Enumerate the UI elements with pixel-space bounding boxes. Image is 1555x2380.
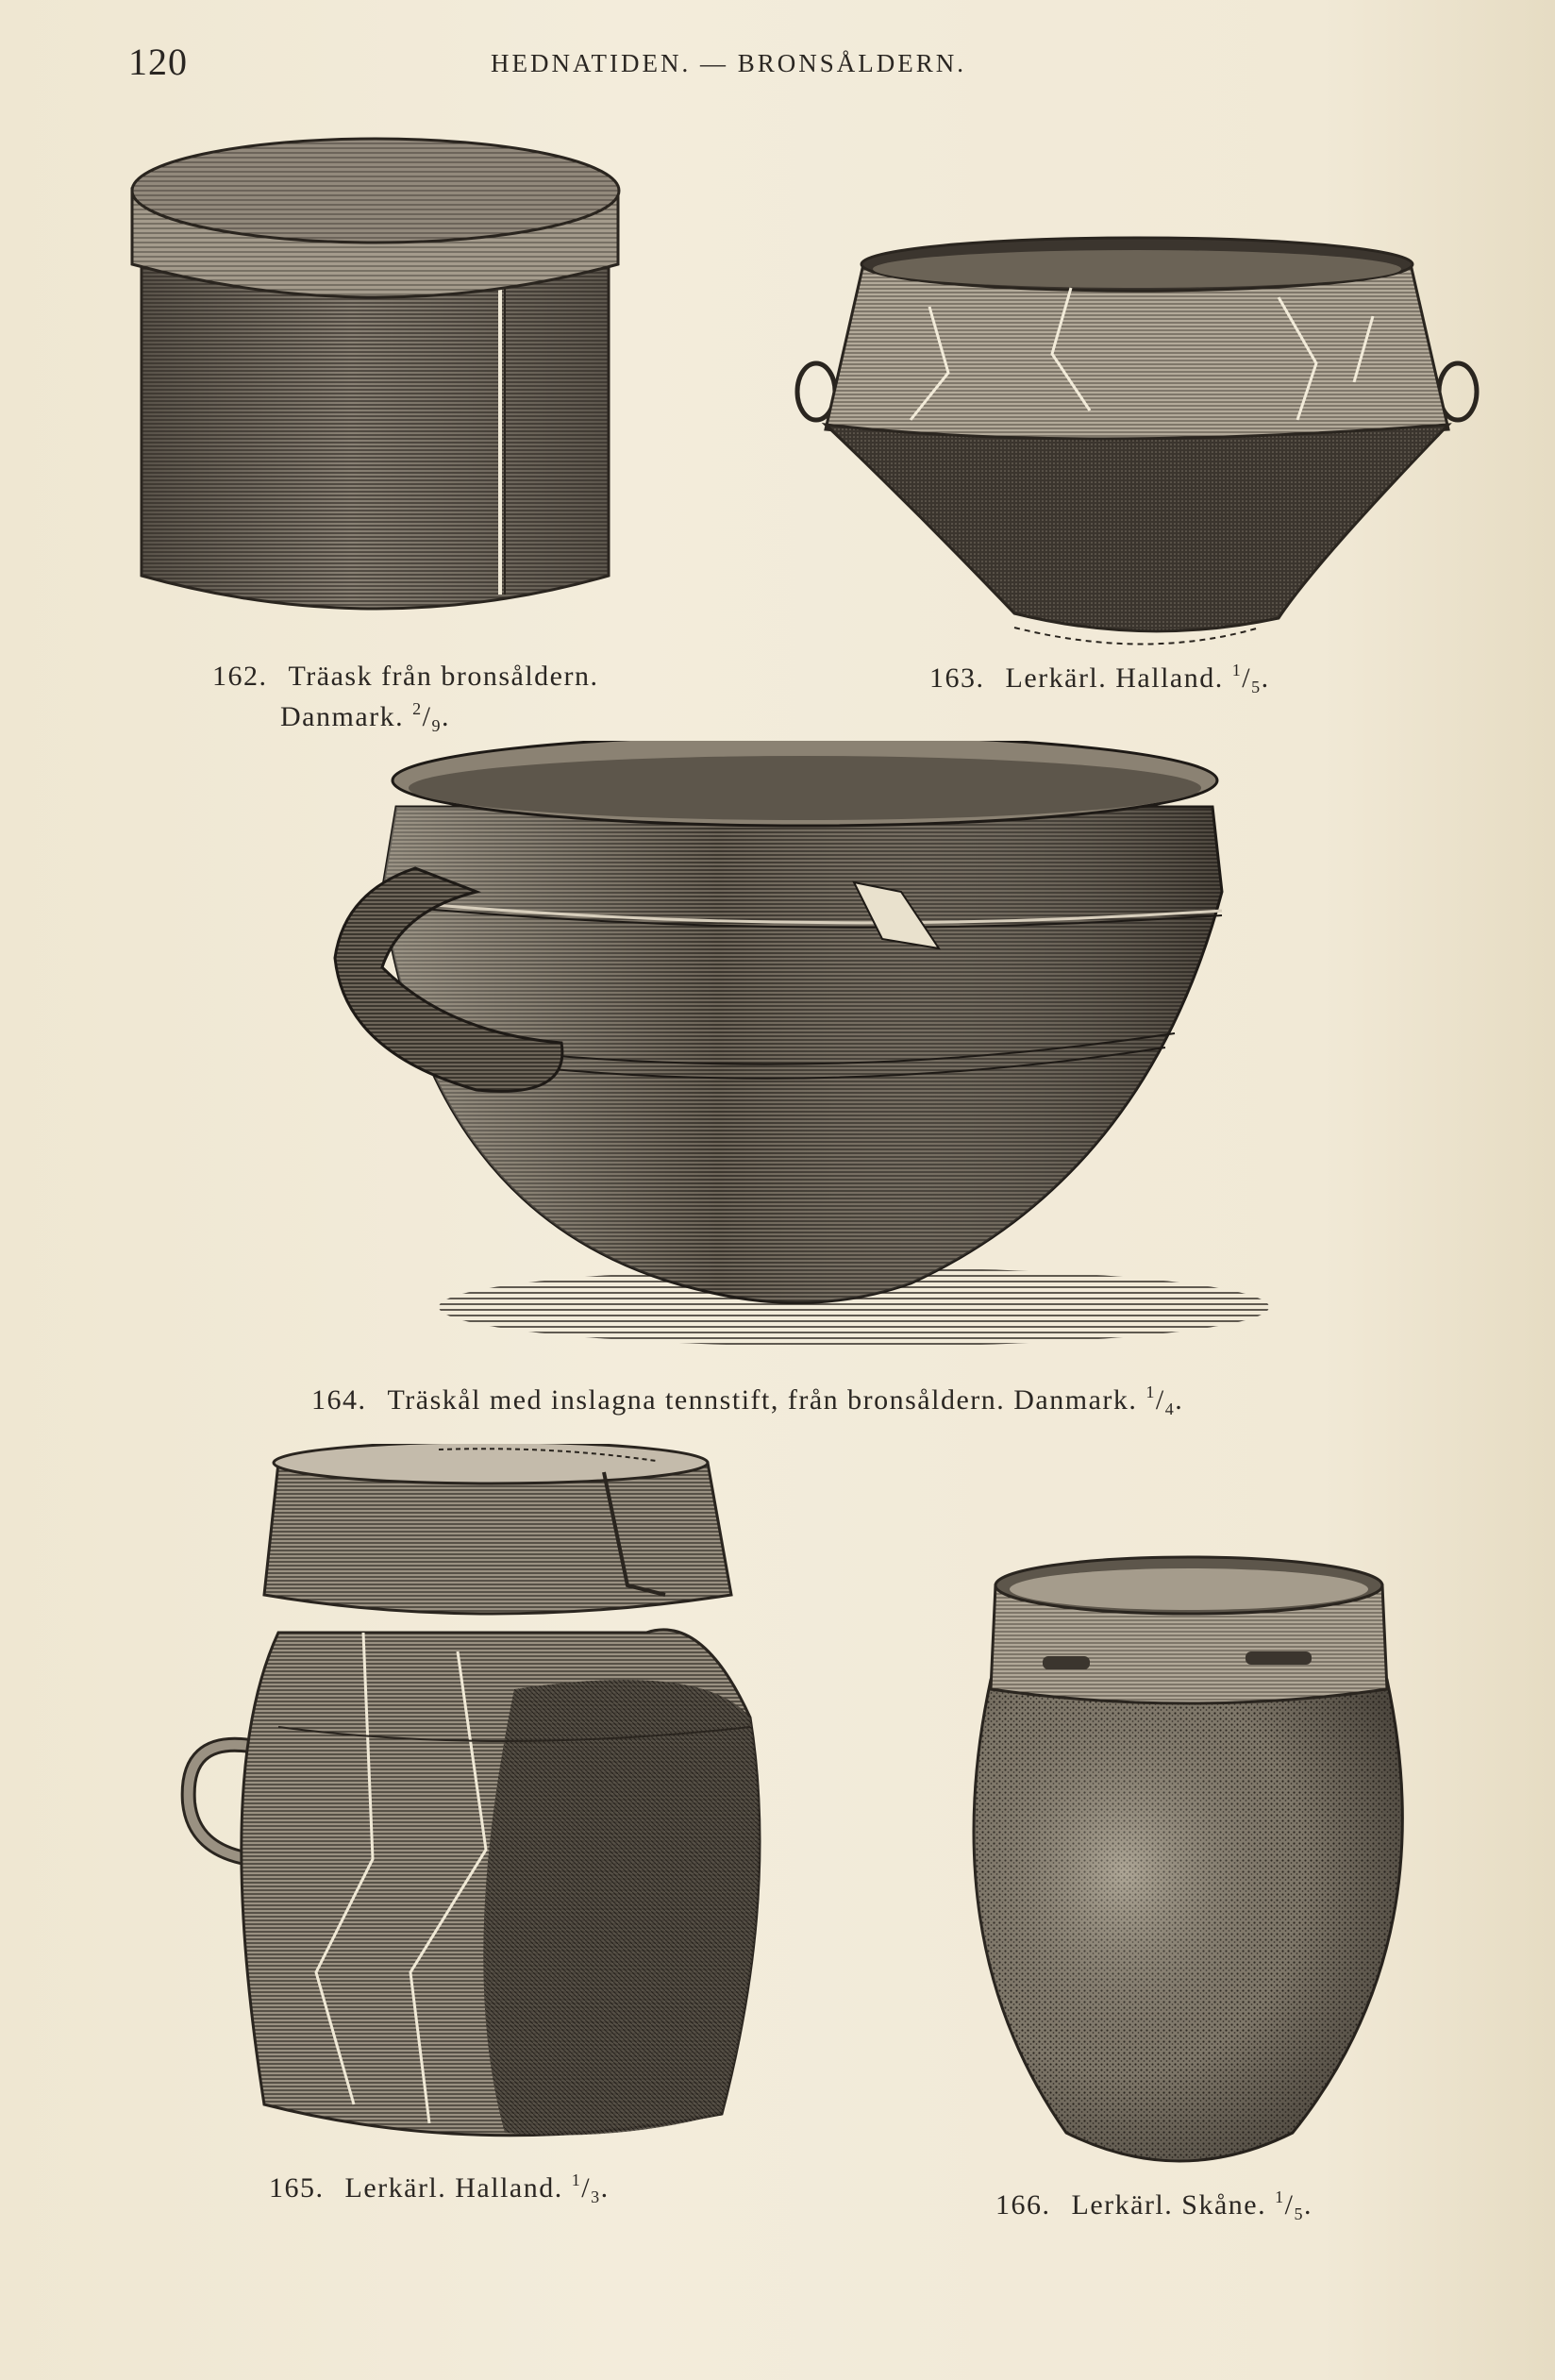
wooden-bowl-icon [326, 741, 1279, 1364]
scale-fraction: $^1/_5$ [1231, 661, 1262, 696]
figure-164-illustration [326, 741, 1279, 1364]
clay-bowl-icon [788, 231, 1486, 646]
caption-164: 164. Träskål med inslagna tennstift, från bronsåldern. Danmark. $^1/_4$. [311, 1383, 1184, 1418]
caption-166: 166. Lerkärl. Skåne. $^1/_5$. [995, 2187, 1313, 2223]
figure-165-illustration [175, 1444, 778, 2170]
scale-fraction: $^2/_9$ [412, 699, 442, 735]
running-head: HEDNATIDEN. — BRONSÅLDERN. [491, 49, 966, 77]
caption-text: Träask från bronsåldern. [288, 661, 599, 692]
caption-text: Lerkärl. Skåne. [1071, 2189, 1267, 2221]
page-number: 120 [128, 41, 188, 83]
caption-162: 162. Träask från bronsåldern. Danmark. $^2/_9$. [212, 661, 599, 735]
caption-text: Träskål med inslagna tennstift, från bronsåldern. Danmark. [387, 1384, 1138, 1416]
caption-163: 163. Lerkärl. Halland. $^1/_5$. [929, 661, 1270, 696]
caption-text: Lerkärl. Halland. [344, 2172, 563, 2204]
caption-text: Lerkärl. Halland. [1005, 662, 1224, 694]
figure-number: 164. [311, 1384, 367, 1416]
wooden-box-icon [123, 132, 632, 651]
figure-number: 163. [929, 662, 985, 694]
scale-fraction: $^1/_5$ [1275, 2187, 1304, 2223]
figure-163-illustration [788, 231, 1486, 646]
caption-165: 165. Lerkärl. Halland. $^1/_3$. [269, 2170, 610, 2206]
figure-162-illustration [123, 132, 632, 651]
scale-fraction: $^1/_3$ [571, 2170, 601, 2206]
figure-number: 162. [212, 661, 268, 692]
figure-166-illustration [953, 1548, 1425, 2189]
clay-urn-icon [953, 1548, 1425, 2189]
figure-number: 166. [995, 2189, 1051, 2221]
figure-number: 165. [269, 2172, 325, 2204]
clay-jar-icon [175, 1444, 778, 2170]
scale-fraction: $^1/_4$ [1145, 1383, 1176, 1418]
caption-text-line2: Danmark. [280, 701, 405, 732]
